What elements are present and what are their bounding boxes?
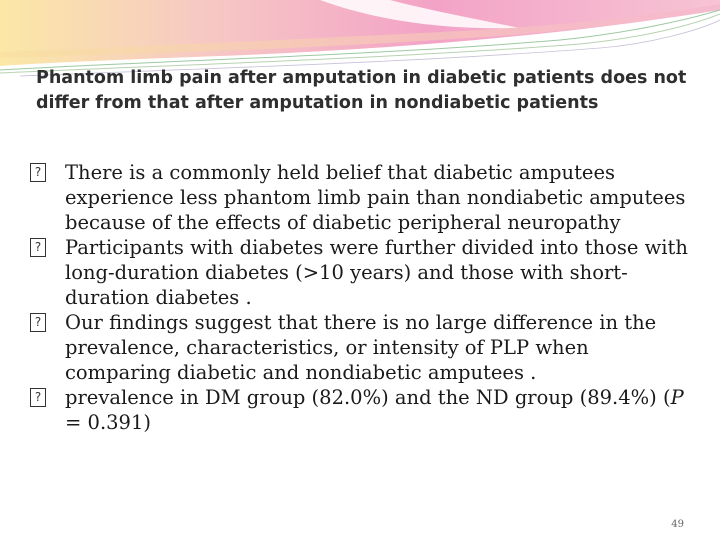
missing-glyph-box-icon (30, 238, 46, 257)
bullet-list (30, 160, 690, 435)
bullet-text: There is a commonly held belief that diabetic amputees experience less phantom limb pain than nondiabetic amputees because of the effects of diabetic peripheral neuropathy (65, 161, 686, 234)
bullet-text-after: = 0.391) (65, 411, 151, 434)
bullet-text: Participants with diabetes were further divided into those with long-duration diabetes (>10 years) and those with short-duration diabetes . (65, 236, 688, 309)
missing-glyph-box-icon (30, 163, 46, 182)
bullet-item (30, 385, 690, 435)
bullet-item (30, 160, 690, 235)
bullet-text-before: prevalence in DM group (82.0%) and the ND group (89.4%) ( (65, 386, 671, 409)
slide-title: Phantom limb pain after amputation in diabetic patients does not differ from that after amputation in nondiabetic patients (36, 68, 687, 113)
bullet-item (30, 235, 690, 310)
missing-glyph-box-icon (30, 313, 46, 332)
missing-glyph-box-icon (30, 388, 46, 407)
bullet-item (30, 310, 690, 385)
page-number: 49 (671, 519, 684, 530)
bullet-text: Our findings suggest that there is no large difference in the prevalence, characteristics, or intensity of PLP when comparing diabetic and nondiabetic amputees . (65, 311, 657, 384)
p-value-letter: P (670, 386, 684, 409)
